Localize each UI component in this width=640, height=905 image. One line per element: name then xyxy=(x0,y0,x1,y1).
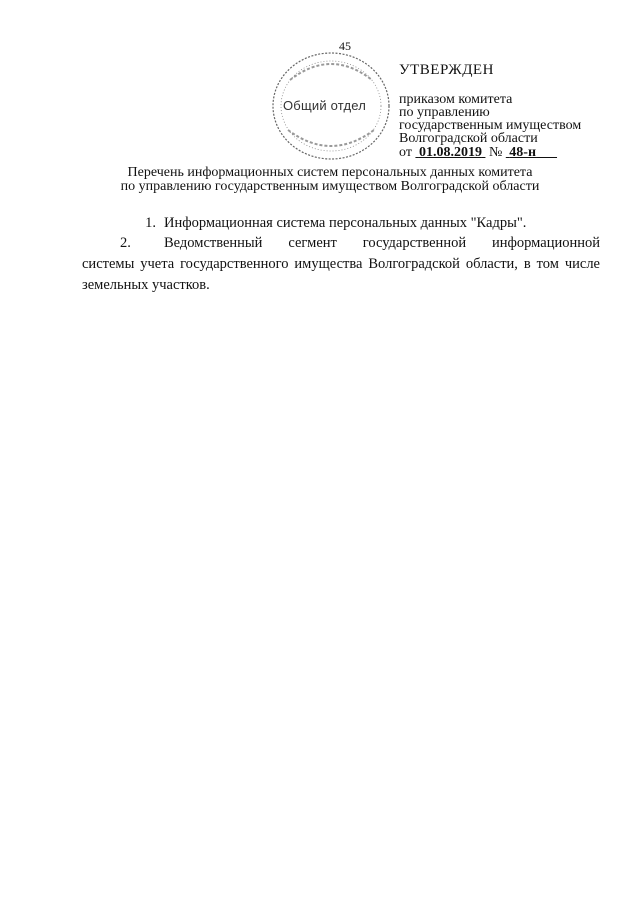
list-item xyxy=(120,213,600,233)
list-item-text: Информационная система персональных данных "Кадры". xyxy=(164,215,527,231)
list-item-continuation: системы учета государственного имущества Волгоградской области, в том числе земельных участков. xyxy=(82,256,600,293)
approval-number xyxy=(506,145,557,160)
approval-line: приказом комитета xyxy=(399,92,513,107)
number-prefix: № xyxy=(488,145,503,160)
approval-date xyxy=(415,145,485,160)
approval-number-value: 48-н xyxy=(509,145,537,160)
document-title xyxy=(100,166,560,194)
approval-date-value: 01.08.2019 xyxy=(418,145,482,160)
approval-block xyxy=(399,62,609,161)
title-line-2: по управлению государственным имуществом Волгоградской области xyxy=(120,179,540,194)
list-item xyxy=(82,233,600,296)
systems-list xyxy=(82,213,600,296)
date-prefix: от xyxy=(399,145,412,160)
approval-title: УТВЕРЖДЕН xyxy=(399,62,494,78)
list-item-text: Ведомственный сегмент государственной информационной xyxy=(164,235,600,251)
list-item-first-line xyxy=(120,233,600,254)
list-item-number: 1. xyxy=(145,215,156,231)
approval-date-line xyxy=(399,145,609,161)
stamp-label: Общий отдел xyxy=(283,98,367,113)
title-line-1: Перечень информационных систем персональных данных комитета xyxy=(127,165,533,180)
approval-line: по управлению xyxy=(399,105,490,120)
list-item-number: 2. xyxy=(120,235,131,251)
approval-line: государственным имуществом xyxy=(399,118,582,133)
approval-line: Волгоградской области xyxy=(399,131,538,146)
page-number: 45 xyxy=(339,39,351,53)
